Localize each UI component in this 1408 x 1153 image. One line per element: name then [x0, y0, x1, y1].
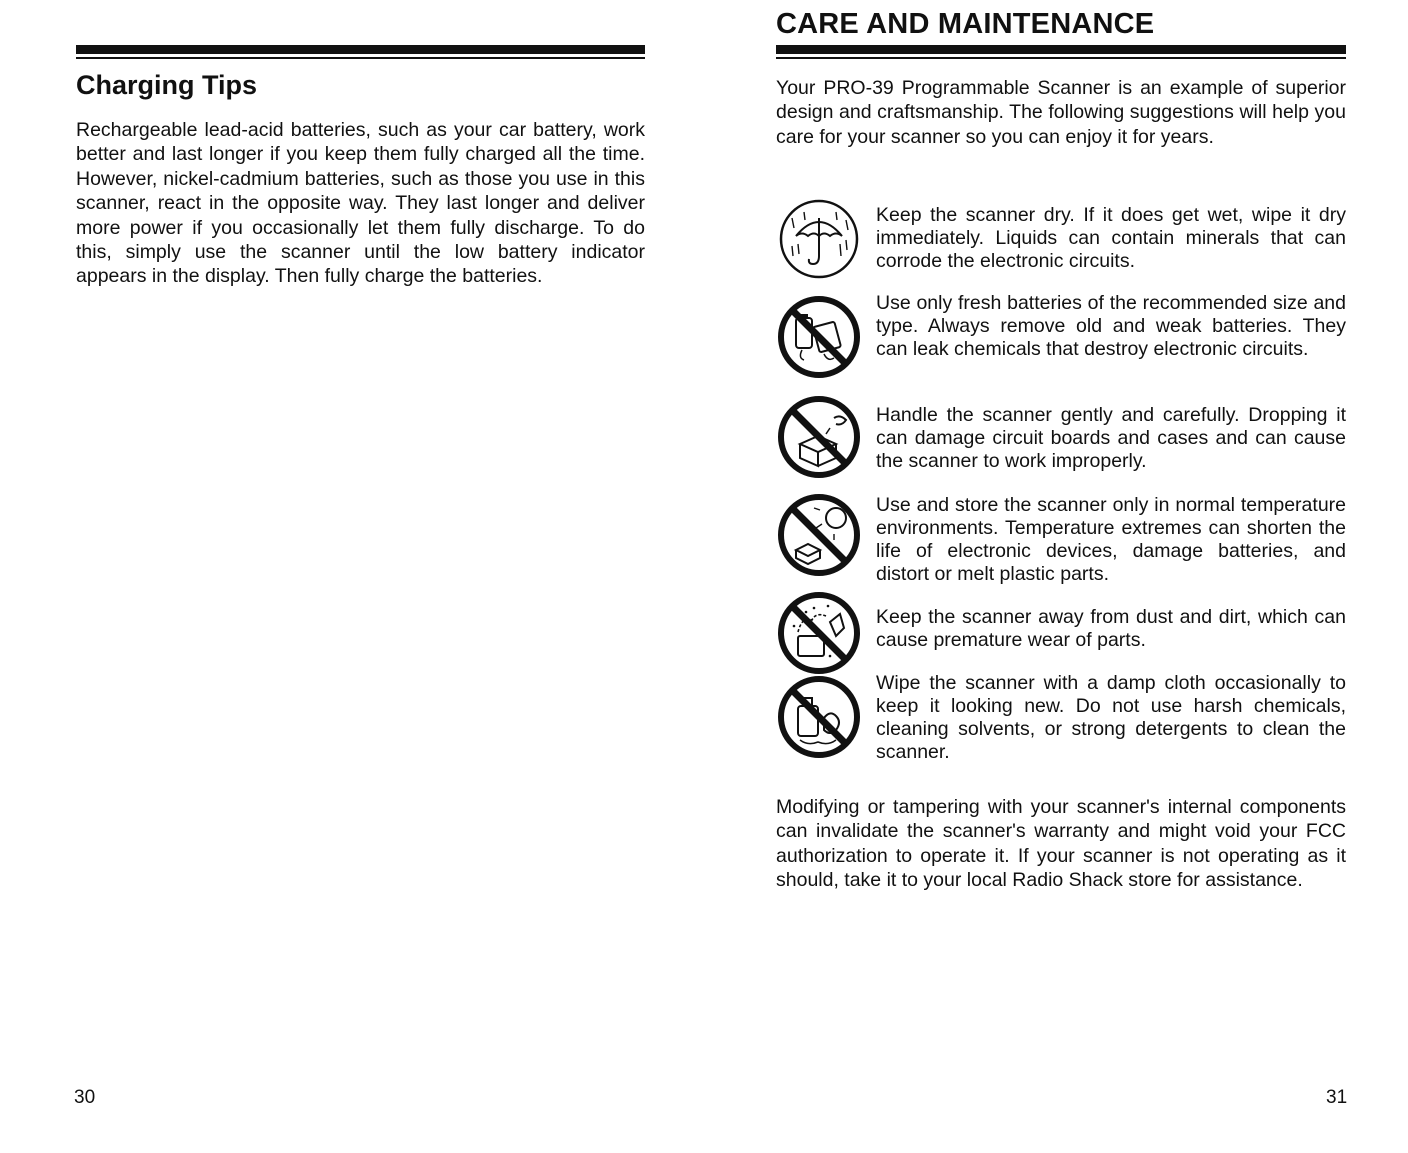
section-heading-care: CARE AND MAINTENANCE: [776, 8, 1155, 40]
page-number-right: 31: [1326, 1087, 1348, 1108]
care-tip-text: Use only fresh batteries of the recommended size and type. Always remove old and weak batteries. They can leak chemicals that destroy electronic circuits.: [876, 292, 1346, 360]
heading-rule-thick: [76, 45, 645, 54]
no-harsh-chemicals-icon: [778, 676, 860, 758]
right-page: [704, 0, 1408, 1153]
care-tip-text: Use and store the scanner only in normal temperature environments. Temperature extremes can shorten the life of electronic devices, damage batteries, and distort or melt plastic parts.: [876, 494, 1346, 585]
care-tip-text: Handle the scanner gently and carefully. Dropping it can damage circuit boards and cases and can cause the scanner to work improperly.: [876, 404, 1346, 472]
page-number-left: 30: [74, 1087, 96, 1108]
no-dust-icon: [778, 592, 860, 674]
care-tip-text: Wipe the scanner with a damp cloth occasionally to keep it looking new. Do not use harsh chemicals, cleaning solvents, or strong detergents to clean the scanner.: [876, 672, 1346, 763]
section-heading-charging-tips: Charging Tips: [76, 70, 258, 100]
no-old-batteries-icon: [778, 296, 860, 378]
heading-rule-thin: [776, 57, 1346, 59]
care-tip-text: Keep the scanner away from dust and dirt, which can cause premature wear of parts.: [876, 606, 1346, 651]
heading-rule-thin: [76, 57, 645, 59]
intro-paragraph: Your PRO-39 Programmable Scanner is an example of superior design and craftsmanship. The following suggestions will help you care for your scanner so you can enjoy it for years.: [776, 77, 1346, 148]
umbrella-rain-icon: [778, 198, 860, 280]
charging-tips-paragraph: Rechargeable lead-acid batteries, such as your car battery, work better and last longer if you keep them fully charged all the time. However, nickel-cadmium batteries, such as those you use in this scanner, react in the opposite way. They last longer and deliver more power if you occasionally let them fully discharge. To do this, simply use the scanner until the low battery indicator appears in the display. Then fully charge the batteries.: [76, 119, 645, 288]
closing-paragraph: Modifying or tampering with your scanner's internal components can invalidate the scanner's warranty and might void your FCC authorization to operate it. If your scanner is not operating as it should, take it to your local Radio Shack store for assistance.: [776, 796, 1346, 892]
heading-rule-thick: [776, 45, 1346, 54]
no-dropping-icon: [778, 396, 860, 478]
no-temperature-extremes-icon: [778, 494, 860, 576]
care-tip-text: Keep the scanner dry. If it does get wet, wipe it dry immediately. Liquids can contain minerals that can corrode the electronic circuits.: [876, 204, 1346, 272]
